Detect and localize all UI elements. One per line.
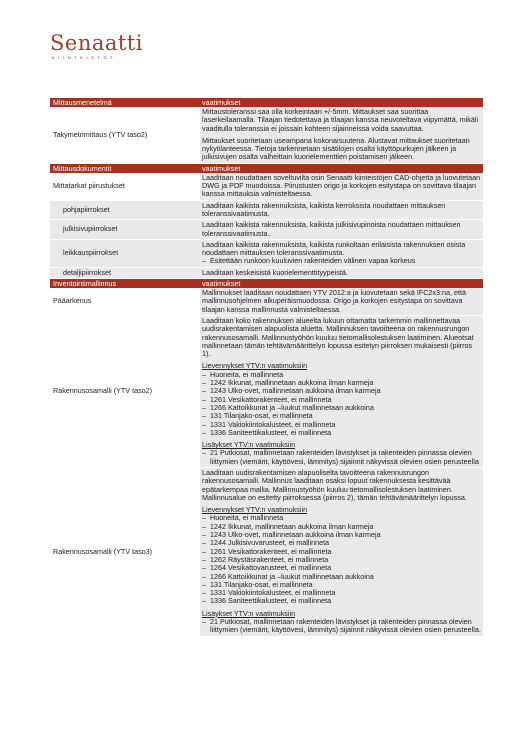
table-row: [50, 201, 483, 221]
list-item: – 131 Tilanjako-osat, ei mallinneta: [202, 412, 481, 420]
list-item: – Huoneita, ei mallinneta: [202, 371, 481, 379]
section-header: [50, 98, 483, 107]
logo-wordmark: Senaatti: [50, 31, 143, 55]
row-label: Pääarkenus: [50, 288, 200, 315]
row-label: leikkauspiirrokset: [50, 240, 200, 267]
row-requirements: [200, 173, 483, 200]
row-requirements: [200, 240, 483, 267]
list-heading: Lievennykset YTV:n vaatimuksiin: [202, 505, 308, 515]
list-item: – 1261 Vesikattorakenteet, ei mallinneta: [202, 548, 481, 556]
exception-list: [202, 371, 481, 437]
section-column-label: vaatimukset: [202, 98, 241, 107]
requirement-text: Laaditaan uudisrakentamisen alapuoliselta tavoitteena rakennusrungon rakennusosamalli. Mallinnus laaditaan osaksi lopuut rakennuksesta kesittävää epätarkempaa mallia. Mallinnustyöhön kuuluu tietomallisolestuksen laatiminen. Mallinnusalue on esitetty piirroksessa (piirros 2), tämän tehtävämäärittelyn lopussa.: [202, 467, 467, 502]
addition-list: [202, 618, 481, 635]
requirement-text: Mittaustoleranssi saa olla korkeintaan +/-5mm. Mittaukset saa suorittaa laserkeilaamalla. Tilaajan tiedotettava ja tilaajan kanssa neuvoteltava viipymättä, mikäli vaaditulla toleranssia ei joissain kohteen sijainneissa voida saavuttaa.: [202, 107, 479, 133]
list-item: – Esitettään runkoon kuuluvien rakenteiden välinen vapaa korkeus: [202, 257, 481, 265]
row-label: Takymetrimittaus (YTV taso2): [50, 107, 200, 163]
row-requirements: [200, 288, 483, 315]
requirement-text: Laaditaan keskeisistä kuorielementtityypeistä.: [202, 267, 348, 277]
requirement-text: Laaditaan kaikista rakennuksista, kaikista runkoltaan erilaisista rakennuksen osista noudattaen mittauksen toleranssivaatimusta.: [202, 239, 466, 258]
list-item: – 1336 Saniteettikalusteet, ei mallinneta: [202, 597, 481, 605]
list-item: – 1264 Vesikattovarusteet, ei mallinneta: [202, 564, 481, 572]
table-row: [50, 220, 483, 240]
requirement-text: Laaditaan kaikista rakennuksista, kaikista kerroksista noudattaen mittauksen toleranssivaatimusta.: [202, 200, 446, 218]
list-item: – 1242 Ikkunat, mallinnetaan aukkoina ilman karmeja: [202, 523, 481, 531]
table-row: [50, 288, 483, 316]
row-requirements: [200, 316, 483, 467]
table-row: [50, 240, 483, 268]
senaatti-logo: [50, 32, 143, 60]
logo-tagline: KIINTEISTÖT: [52, 55, 117, 60]
requirement-text: Mittaukset suoritetaan useampana kokonaisuutena. Alustavat mittaukset suoritetaan nykytilanteessa. Tietoja tarkennetaan sisätilojen osalta käyttöpurkujen jälkeen ja julkisivujen osalta valheittain kuorielementtien poistamisen jälkeen.: [202, 135, 470, 162]
row-requirements: [200, 468, 483, 636]
table-row: [50, 268, 483, 279]
list-item: – 21 Putkiosat, mallinnetaan rakenteiden lävistykset ja rakenteiden pinnassa olevien liittymien (viemärit, käyttövesi, lämmitys) sijainnit näkyvissä olevien osien perusteella.: [202, 618, 481, 635]
row-requirements: [200, 268, 483, 278]
section-column-label: vaatimukset: [202, 163, 241, 173]
requirement-text: Laaditaan koko rakennuksen alueelta lukuun ottamatta tarkemmin mallinnettavaa uudisrakentamisen alapuolista aluetta. Mallinnuksen tavoitteena on rakennusrungon rakennusosamalli. Mallinnustyöhön kuuluu tietomallisolestuksen laatiminen. Alueotsat mallinnetaan tämän tehtävämäärittelyn lopussa esitetyn piirroksen mukaisesti (piirros 1).: [202, 315, 474, 359]
section-title: Inventointimallinnus: [53, 279, 117, 289]
list-item: – 21 Putkiosat, mallinnetaan rakenteiden lävistykset ja rakenteiden pinnassa olevien liittymien (viemärit, käyttövesi, lämmitys) sijainnit näkyvissä olevien osien perusteella: [202, 449, 481, 466]
row-requirements: [200, 107, 483, 163]
list-item: – 1262 Räystäsrakenteet, ei mallinneta: [202, 556, 481, 564]
list-item: – 1331 Vakiokiintokalusteet, ei mallinneta: [202, 421, 481, 429]
list-item: – 1266 Kattoikkunat ja –luukut mallinnetaan aukkoina: [202, 404, 481, 412]
table-row: [50, 107, 483, 164]
requirements-table: [50, 98, 483, 637]
addition-list: [202, 449, 481, 466]
requirement-text: Laaditaan kaikista rakennuksista, kaikista julkisivupinoista noudattaen mittauksen toleranssivaatimusta..: [202, 220, 461, 238]
list-heading: Lievennykset YTV:n vaatimuksiin: [202, 361, 308, 371]
list-item: – Huoneita, ei mallinneta: [202, 514, 481, 522]
table-row: [50, 316, 483, 468]
row-label: Rakennusosamalli (YTV taso2): [50, 316, 200, 467]
list-item: – 1266 Kattoikkunat ja –luukut mallinnetaan aukkoina: [202, 573, 481, 581]
row-label: pohjapiirrokset: [50, 201, 200, 220]
list-item: – 1261 Vesikattorakenteet, ei mallinneta: [202, 396, 481, 404]
list-item: – 1331 Vakiokiintokalusteet, ei mallinneta: [202, 589, 481, 597]
row-requirements: [200, 220, 483, 239]
row-label: Rakennusosamalli (YTV taso3): [50, 468, 200, 636]
list-item: – 1243 Ulko-ovet, mallinnetaan aukkoina ilman karmeja: [202, 387, 481, 395]
row-label: Mittatarkat piirustukset: [50, 173, 200, 200]
requirement-text: Mallinnukset laaditaan noudattaen YTV 2012:a ja luovutetaan sekä IFC2x3:na, että mallinnusohjelmen alkuperäismuodossa. Origo ja korkojen esitystapa on sovittava tilaajan kanssa mallinnusta valmisteltaessa.: [202, 288, 466, 314]
row-requirements: [200, 201, 483, 220]
table-row: [50, 468, 483, 637]
list-heading: Lisäykset YTV:n vaatimuksiin: [202, 608, 296, 618]
list-item: – 1336 Saniteettikalusteet, ei mallinneta: [202, 429, 481, 437]
section-header: [50, 164, 483, 173]
exception-list: [202, 514, 481, 605]
section-title: Mittausmenetelmä: [53, 98, 112, 107]
table-row: [50, 173, 483, 201]
list-heading: Lisäykset YTV:n vaatimuksiin: [202, 440, 296, 450]
section-column-label: vaatimukset: [202, 279, 241, 289]
section-header: [50, 279, 483, 288]
requirement-text: Laaditaan noudattaen soveltuvilta osin Senaatti kiinteistöjen CAD-ohjetta ja luovutetaan DWG ja PDF muodoissa. Piirustusten origo ja korkojen esitystapa on sovittava tilaajan kanssa mittauksia valmisteltaessa.: [202, 172, 481, 199]
row-label: detaljipiirrokset: [50, 268, 200, 278]
list-item: – 1244 Julkisivuvarusteet, ei mallinneta: [202, 539, 481, 547]
row-label: julkisivupiirrokset: [50, 220, 200, 239]
list-item: – 131 Tilanjako-osat, ei mallinneta: [202, 581, 481, 589]
section-title: Mittausdokumentit: [53, 163, 112, 173]
list-item: – 1243 Ulko-ovet, mallinnetaan aukkoina ilman karmeja: [202, 531, 481, 539]
bullet-list: [202, 257, 481, 265]
list-item: – 1242 Ikkunat, mallinnetaan aukkoina ilman karmeja: [202, 379, 481, 387]
